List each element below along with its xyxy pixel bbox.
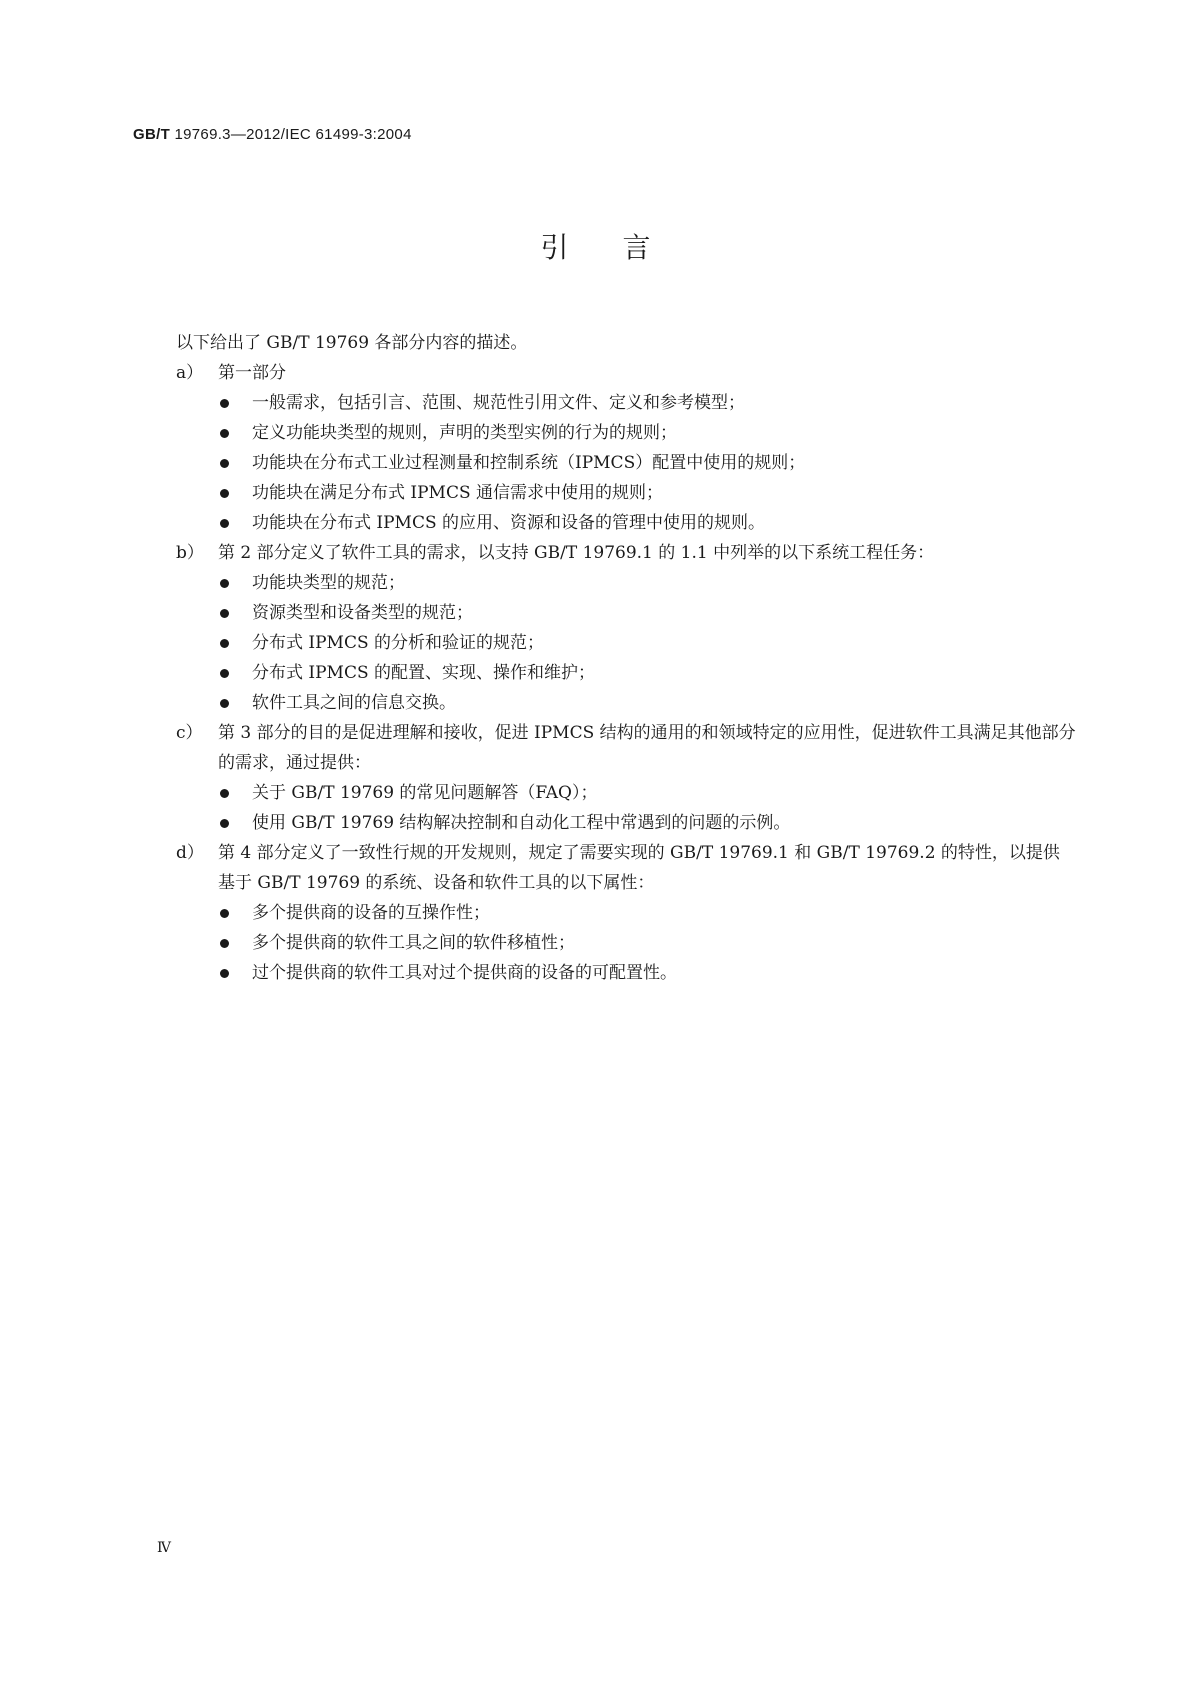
bullet-item xyxy=(218,898,1076,928)
bullet-item xyxy=(218,958,1076,988)
bullet-icon xyxy=(220,939,229,948)
document-body xyxy=(176,328,1076,988)
bullet-text: 分布式 IPMCS 的配置、实现、操作和维护； xyxy=(252,663,596,683)
bullet-item xyxy=(218,778,1076,808)
list-item-d xyxy=(176,838,1076,988)
bullet-text: 功能块在分布式工业过程测量和控制系统（IPMCS）配置中使用的规则； xyxy=(252,453,806,473)
bullet-icon xyxy=(220,519,229,528)
bullet-text: 软件工具之间的信息交换。 xyxy=(252,693,456,713)
bullet-icon xyxy=(220,969,229,978)
bullet-icon xyxy=(220,819,229,828)
list-item-a xyxy=(176,358,1076,538)
bullet-item xyxy=(218,658,1076,688)
bullet-icon xyxy=(220,489,229,498)
list-item-c xyxy=(176,718,1076,838)
bullet-list xyxy=(218,898,1076,988)
bullet-item xyxy=(218,688,1076,718)
bullet-item xyxy=(218,928,1076,958)
item-text: 第 4 部分定义了一致性行规的开发规则，规定了需要实现的 GB/T 19769.1 和 GB/T 19769.2 的特性，以提供基于 GB/T 19769 的系统、设备和软件工具的以下属性： xyxy=(218,843,1060,893)
bullet-text: 多个提供商的软件工具之间的软件移植性； xyxy=(252,933,575,953)
bullet-text: 多个提供商的设备的互操作性； xyxy=(252,903,490,923)
bullet-icon xyxy=(220,459,229,468)
bullet-text: 过个提供商的软件工具对过个提供商的设备的可配置性。 xyxy=(252,963,677,983)
bullet-text: 定义功能块类型的规则，声明的类型实例的行为的规则； xyxy=(252,423,677,443)
page-number: Ⅳ xyxy=(157,1540,171,1556)
item-text: 第 3 部分的目的是促进理解和接收，促进 IPMCS 结构的通用的和领域特定的应用性，促进软件工具满足其他部分的需求，通过提供： xyxy=(218,723,1076,773)
item-label: c） xyxy=(176,723,203,743)
bullet-item xyxy=(218,568,1076,598)
bullet-icon xyxy=(220,789,229,798)
bullet-text: 功能块类型的规范； xyxy=(252,573,405,593)
bullet-item xyxy=(218,448,1076,478)
intro-paragraph: 以下给出了 GB/T 19769 各部分内容的描述。 xyxy=(176,333,528,353)
bullet-item xyxy=(218,808,1076,838)
bullet-text: 资源类型和设备类型的规范； xyxy=(252,603,473,623)
bullet-item xyxy=(218,628,1076,658)
bullet-icon xyxy=(220,639,229,648)
item-text: 第一部分 xyxy=(218,363,286,383)
item-text: 第 2 部分定义了软件工具的需求，以支持 GB/T 19769.1 的 1.1 中列举的以下系统工程任务： xyxy=(218,543,935,563)
bullet-item xyxy=(218,478,1076,508)
list-item-b xyxy=(176,538,1076,718)
bullet-text: 关于 GB/T 19769 的常见问题解答（FAQ）； xyxy=(252,783,598,803)
item-label: a） xyxy=(176,363,204,383)
item-label: d） xyxy=(176,843,204,863)
item-label: b） xyxy=(176,543,204,563)
bullet-icon xyxy=(220,699,229,708)
standard-code-number: 19769.3—2012/IEC 61499-3:2004 xyxy=(170,126,412,143)
bullet-icon xyxy=(220,609,229,618)
bullet-text: 功能块在满足分布式 IPMCS 通信需求中使用的规则； xyxy=(252,483,664,503)
bullet-icon xyxy=(220,429,229,438)
bullet-list xyxy=(218,568,1076,718)
bullet-text: 使用 GB/T 19769 结构解决控制和自动化工程中常遇到的问题的示例。 xyxy=(252,813,791,833)
document-header xyxy=(133,126,412,143)
bullet-item xyxy=(218,598,1076,628)
bullet-text: 一般需求，包括引言、范围、规范性引用文件、定义和参考模型； xyxy=(252,393,745,413)
bullet-icon xyxy=(220,399,229,408)
standard-code-prefix: GB/T xyxy=(133,126,171,143)
bullet-text: 分布式 IPMCS 的分析和验证的规范； xyxy=(252,633,545,653)
bullet-icon xyxy=(220,909,229,918)
bullet-item xyxy=(218,388,1076,418)
bullet-list xyxy=(218,778,1076,838)
bullet-list xyxy=(218,388,1076,538)
bullet-item xyxy=(218,418,1076,448)
bullet-text: 功能块在分布式 IPMCS 的应用、资源和设备的管理中使用的规则。 xyxy=(252,513,766,533)
bullet-item xyxy=(218,508,1076,538)
bullet-icon xyxy=(220,579,229,588)
page-title: 引言 xyxy=(540,231,705,264)
bullet-icon xyxy=(220,669,229,678)
